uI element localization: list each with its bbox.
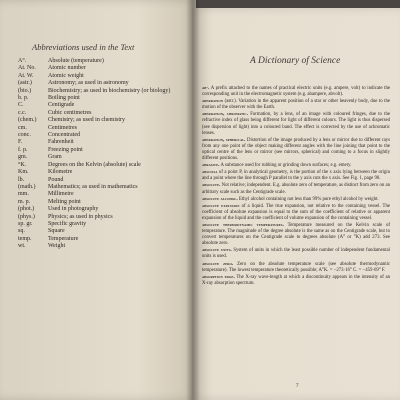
- entry-definition: Not relative; independent. E.g. absolute zero of temperature, as distinct from zero on an arbitrary scale such as the Centigrade scale.: [202, 183, 391, 195]
- abbreviation-meaning: Centimetres: [48, 124, 77, 131]
- abbreviation-key: (math.): [18, 183, 36, 190]
- abbreviation-list: [18, 58, 188, 251]
- abbreviation-meaning: Weight: [48, 243, 66, 250]
- abbreviation-meaning: Concentrated: [48, 132, 80, 139]
- page-number: 7: [296, 384, 299, 389]
- abbreviation-meaning: Biochemistry; as used in biochemistry (or biology): [48, 87, 171, 94]
- entry-definition: System of units in which the least possible number of independent fundamental units is used.: [202, 248, 390, 260]
- abbreviation-key: cm.: [18, 124, 27, 131]
- abbreviation-row: [18, 177, 188, 184]
- abbreviation-key: temp.: [18, 235, 32, 242]
- abbreviation-key: f. p.: [18, 146, 28, 153]
- entry-headword: absolute expansion: [202, 203, 240, 209]
- abbreviation-key: At. W.: [18, 72, 34, 79]
- dictionary-entry: [202, 112, 390, 136]
- entry-definition: Temperature measured on the Kelvin scale of temperature. The magnitude of the degree absolute is the same as on the Centigrade scale, but to convert temperatures on the Centigrade scale to degrees absolute (A° or °K) add 273. See absolute zero.: [202, 222, 390, 247]
- entry-headword: absolute units.: [202, 248, 232, 254]
- abbreviation-key: Km.: [18, 169, 29, 176]
- abbreviation-row: [18, 80, 188, 87]
- abbreviation-meaning: Specific gravity: [48, 220, 87, 227]
- abbreviation-meaning: Mathematics; as used in mathematics: [48, 183, 138, 190]
- dictionary-entry: [202, 248, 390, 260]
- book-gutter: [186, 0, 200, 400]
- abbreviation-row: [18, 117, 188, 124]
- abbreviation-key: C.: [18, 102, 24, 109]
- entry-definition: The X-ray wave-length at which a discontinuity appears in the intensity of an X-ray absorption spectrum.: [202, 274, 390, 286]
- entry-headword: absolute thermodynamic temperatures.: [202, 222, 284, 228]
- dictionary-entry: [202, 170, 390, 182]
- dictionary-entry: [202, 86, 390, 98]
- abbreviation-row: [18, 191, 188, 198]
- entry-definition: (astr.). Variation in the apparent position of a star or other heavenly body, due to the motion of the observer with the Earth.: [202, 99, 390, 111]
- abbreviation-row: [18, 162, 188, 169]
- abbreviation-key: lb.: [18, 176, 25, 183]
- dictionary-entry: [202, 275, 390, 287]
- abbreviation-key: b. p.: [18, 95, 29, 102]
- abbreviation-key: wt.: [18, 243, 26, 250]
- entry-headword: abscissa: [202, 170, 218, 176]
- dictionary-entry: [202, 262, 390, 274]
- abbreviation-meaning: Kilometre: [48, 169, 73, 176]
- abbreviation-meaning: Physics; as used in physics: [48, 213, 113, 220]
- abbreviation-meaning: Temperature: [48, 235, 79, 242]
- entry-headword: absolute alcohol.: [202, 196, 238, 202]
- abbreviation-meaning: Millimetre: [48, 191, 74, 198]
- abbreviation-row: [18, 139, 188, 146]
- abbreviation-key: (chem.): [18, 117, 37, 124]
- abbreviation-row: [18, 88, 188, 95]
- entry-definition: A substance used for rubbing or grinding down surfaces; e.g. emery.: [220, 163, 352, 169]
- entry-definition: Formation, by a lens, of an image with coloured fringes, due to the refractive index of glass being different for light of different colours. The light is thus dispersed (see dispersion of light) into a coloured band. The effect is corrected by the use of achromatic lenses.: [202, 112, 390, 136]
- entry-headword: ab-.: [202, 86, 210, 91]
- abbreviation-meaning: Pound: [48, 176, 64, 183]
- dictionary-entry: [202, 99, 390, 111]
- dictionary-entry: [202, 138, 390, 162]
- abbreviation-key: (bio.): [18, 87, 32, 94]
- abbreviation-meaning: Gram: [48, 154, 62, 161]
- entry-headword: aberration, spherical.: [202, 137, 246, 143]
- abbreviation-row: [18, 58, 188, 65]
- abbreviation-key: c.c.: [18, 109, 27, 116]
- entry-definition: Ethyl alcohol containing not less than 99% pure ethyl alcohol by weight.: [238, 196, 379, 202]
- entry-definition: of a liquid. The true expansion, not relative to the containing vessel. The coefficient of absolute expansion is equal to the sum of the coefficient of relative or apparent expansion of the liquid and the coefficient of volume expansion of the containing vessel.: [202, 203, 390, 221]
- abbreviation-meaning: Atomic number: [48, 65, 86, 72]
- dictionary-entry: [202, 204, 390, 222]
- abbreviation-row: [18, 147, 188, 154]
- entry-headword: absolute zero.: [202, 261, 234, 267]
- abbreviation-row: [18, 214, 188, 221]
- abbreviation-row: [18, 110, 188, 117]
- abbreviation-key: At. No.: [18, 65, 36, 72]
- abbreviation-row: [18, 73, 188, 80]
- abbreviation-row: [18, 95, 188, 102]
- entry-definition: Zero on the absolute temperature scale (see absolute thermodynamic temperature). The lowest temperature theoretically possible; A°K. = −273·16° C. = −459·69° F.: [202, 261, 390, 273]
- abbreviation-key: sq.: [18, 228, 25, 235]
- entry-definition: A prefix attached to the names of practical electric units (e.g. ampere, volt) to indicate the corresponding unit in the electromagnetic system (e.g. abampere, abvolt).: [202, 86, 390, 98]
- abbreviation-meaning: Used in photography: [48, 206, 99, 213]
- left-page: [0, 0, 196, 400]
- abbreviation-meaning: Melting point: [48, 198, 81, 205]
- abbreviation-meaning: Cubic centimetres: [48, 109, 92, 116]
- abbreviation-key: A°.: [18, 58, 27, 64]
- abbreviation-key: mm.: [18, 191, 29, 198]
- abbreviation-meaning: Astronomy; as used in astronomy: [48, 80, 129, 87]
- entry-definition: of a point P, in analytical geometry, is the portion of the x axis lying between the origin and a point where the line through P parallel to the y axis cuts the x axis. See Fig. 1, page 90.: [202, 170, 390, 182]
- abbreviation-row: [18, 228, 188, 235]
- abbreviation-meaning: Freezing point: [48, 146, 83, 153]
- abbreviation-row: [18, 132, 188, 139]
- dictionary-entry: [202, 223, 390, 247]
- abbreviation-row: [18, 236, 188, 243]
- abbreviation-row: [18, 221, 188, 228]
- abbreviation-key: °K.: [18, 161, 27, 168]
- abbreviation-key: sp. gr.: [18, 220, 33, 227]
- abbreviation-key: gm.: [18, 154, 28, 161]
- abbreviation-meaning: Chemistry; as used in chemistry: [48, 117, 125, 124]
- abbreviation-meaning: Degrees on the Kelvin (absolute) scale: [48, 161, 141, 168]
- entry-headword: aberration, chromatic.: [202, 112, 249, 118]
- abbreviations-title: Abbreviations used in the Text: [32, 42, 135, 52]
- abbreviation-row: [18, 102, 188, 109]
- entry-headword: absorption edge.: [202, 274, 235, 280]
- abbreviation-row: [18, 65, 188, 72]
- abbreviation-row: [18, 206, 188, 213]
- abbreviation-key: m. p.: [18, 198, 31, 205]
- abbreviation-meaning: Fahrenheit: [48, 139, 74, 146]
- dictionary-entry: [202, 197, 390, 203]
- abbreviation-meaning: Boiling point: [48, 95, 80, 102]
- abbreviation-row: [18, 199, 188, 206]
- abbreviation-meaning: Centigrade: [48, 102, 75, 109]
- abbreviation-meaning: Atomic weight: [48, 72, 84, 79]
- entry-headword: abrasive.: [202, 163, 220, 169]
- dictionary-entry: [202, 163, 390, 169]
- abbreviation-key: conc.: [18, 132, 31, 139]
- abbreviation-meaning: Square: [48, 228, 65, 235]
- entry-headword: aberration: [202, 99, 224, 105]
- abbreviation-row: [18, 243, 188, 250]
- dictionary-entry: [202, 183, 390, 195]
- abbreviation-row: [18, 184, 188, 191]
- abbreviation-row: [18, 169, 188, 176]
- entry-headword: absolute.: [202, 183, 221, 189]
- abbreviation-row: [18, 154, 188, 161]
- abbreviation-key: (phot.): [18, 206, 35, 213]
- dictionary-entries: [202, 86, 390, 288]
- dictionary-title: A Dictionary of Science: [250, 56, 341, 66]
- abbreviation-meaning: Absolute (temperature): [48, 58, 104, 64]
- abbreviation-key: F.: [18, 139, 23, 146]
- abbreviation-key: (phys.): [18, 213, 35, 220]
- entry-definition: Distortion of the image produced by a lens or mirror due to different rays from any one point of the object making different angles with the line joining that point to the optical centre of the lens or mirror (see mirrors, spherical) and coming to a focus in slightly different positions.: [202, 137, 391, 162]
- abbreviation-key: (astr.): [18, 80, 32, 87]
- abbreviation-row: [18, 125, 188, 132]
